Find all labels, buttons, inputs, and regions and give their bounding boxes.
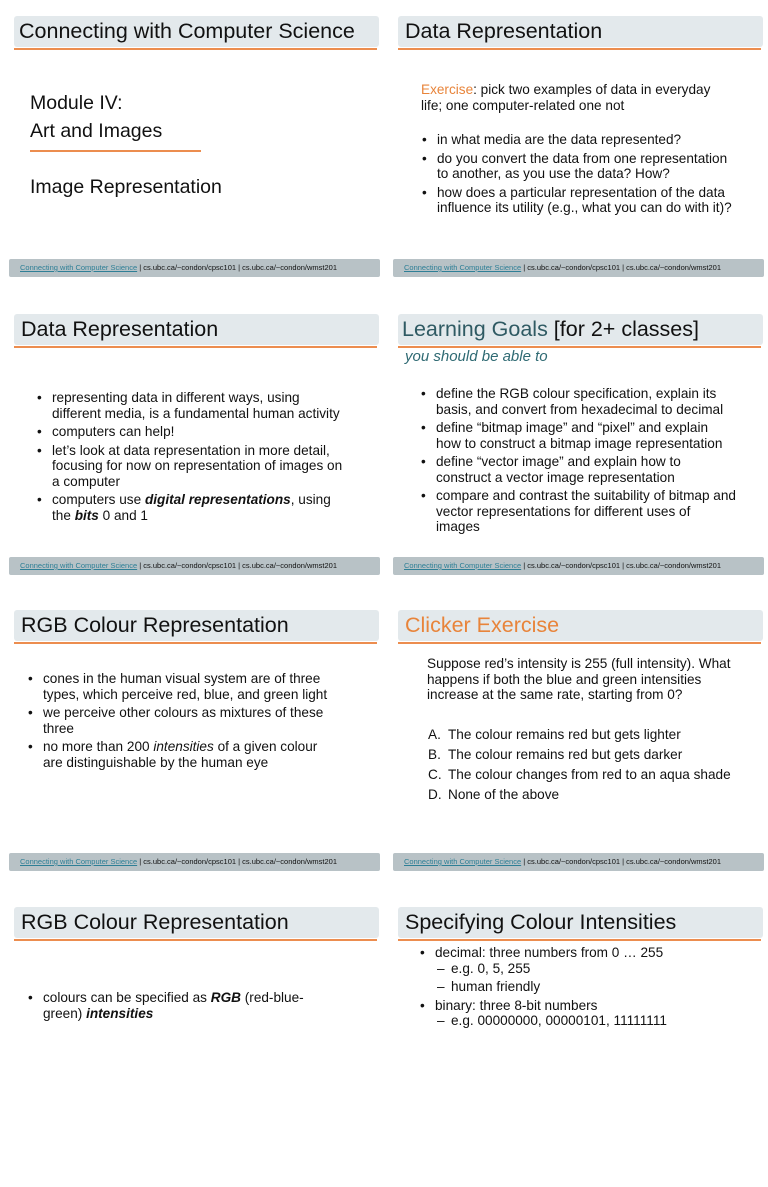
exercise-text [421, 82, 731, 113]
emphasis: RGB [210, 990, 241, 1005]
title-underline [14, 48, 377, 50]
title-underline [398, 642, 761, 644]
text-run: , using the [52, 492, 331, 523]
list-item [37, 492, 347, 523]
title-underline [398, 939, 761, 941]
course-link[interactable]: Connecting with Computer Science [404, 561, 522, 570]
choice-letter: C. [428, 767, 442, 783]
title-underline [398, 48, 761, 50]
text-run: colours can be specified as [43, 990, 211, 1005]
goals-subtitle: you should be able to [405, 348, 548, 365]
list-item: • we perceive other colours as mixtures of these three [28, 705, 333, 736]
slide-title: RGB Colour Representation [21, 613, 289, 637]
choice-letter: D. [428, 787, 442, 803]
choice-text: The colour changes from red to an aqua shade [448, 767, 731, 783]
footer-urls: | cs.ubc.ca/~condon/cpsc101 | cs.ubc.ca/~condon/wmst201 [137, 561, 338, 570]
slide-footer [9, 557, 380, 575]
list-item [420, 945, 740, 995]
slide-2 [384, 0, 768, 296]
choice-text: The colour remains red but gets lighter [448, 727, 681, 742]
choice-letter: A. [428, 727, 441, 742]
choice-b [428, 747, 748, 763]
list-item: • do you convert the data from one representation to another, as you use the data? How? [422, 151, 740, 182]
title-underline [14, 939, 377, 941]
slide-footer [393, 259, 764, 277]
bullet-list [28, 671, 333, 773]
text-run: (red-blue-green) [43, 990, 304, 1021]
title-main: Learning Goals [402, 317, 548, 341]
bullet-list [422, 132, 740, 219]
bullet-list [28, 990, 318, 1024]
choice-text: None of the above [448, 787, 560, 803]
footer-urls: | cs.ubc.ca/~condon/cpsc101 | cs.ubc.ca/~condon/wmst201 [137, 263, 338, 272]
bullet-text: decimal: three numbers from 0 … 255 [435, 945, 664, 960]
list-item: • let’s look at data representation in more detail, focusing for now on representation of images on a computer [37, 443, 347, 490]
list-item: • cones in the human visual system are of three types, which perceive red, blue, and green light [28, 671, 333, 702]
list-item: • in what media are the data represented? [422, 132, 740, 148]
exercise-prompt: : pick two examples of data in everyday life; one computer-related one not [421, 82, 711, 113]
course-link[interactable]: Connecting with Computer Science [20, 561, 138, 570]
module-label: Module IV: [30, 92, 123, 114]
bullet-text: binary: three 8-bit numbers [435, 997, 598, 1013]
sub-item: – human friendly [437, 979, 740, 995]
slide-title: Data Representation [21, 317, 219, 341]
sub-item: – e.g. 00000000, 00000101, 11111111 [437, 1013, 740, 1029]
choice-c [428, 767, 748, 783]
slide-3 [0, 298, 384, 594]
choice-letter: B. [428, 747, 441, 763]
slide-title: Data Representation [405, 19, 603, 43]
text-run: 0 and 1 [98, 507, 148, 523]
exercise-label: Exercise [421, 82, 474, 97]
topic-label: Image Representation [30, 176, 222, 198]
list-item: • define “vector image” and explain how to construct a vector image representation [421, 454, 736, 485]
course-link[interactable]: Connecting with Computer Science [20, 263, 138, 272]
slide-7 [0, 891, 384, 1187]
bullet-list [421, 386, 736, 538]
slide-6 [384, 594, 768, 890]
course-link[interactable]: Connecting with Computer Science [404, 857, 522, 866]
slide-title: RGB Colour Representation [21, 910, 289, 934]
footer-urls: | cs.ubc.ca/~condon/cpsc101 | cs.ubc.ca/~condon/wmst201 [521, 857, 722, 866]
list-item: • define “bitmap image” and “pixel” and explain how to construct a bitmap image representation [421, 420, 736, 451]
footer-urls: | cs.ubc.ca/~condon/cpsc101 | cs.ubc.ca/~condon/wmst201 [521, 263, 722, 272]
clicker-question: Suppose red’s intensity is 255 (full intensity). What happens if both the blue and green intensities increase at the same rate, starting from 0? [427, 656, 731, 702]
list-item: • representing data in different ways, using different media, is a fundamental human activity [37, 390, 347, 421]
slide-footer [393, 853, 764, 871]
list-item: • computers can help! [37, 424, 347, 440]
list-item [28, 990, 318, 1021]
text-run: of a given colour are distinguishable by the human eye [43, 739, 318, 770]
emphasis: digital representations [144, 492, 291, 507]
choice-list [428, 727, 748, 807]
sub-list [437, 1013, 740, 1029]
choice-d [428, 787, 748, 803]
course-link[interactable]: Connecting with Computer Science [404, 263, 522, 272]
text-run: no more than 200 [43, 739, 154, 754]
list-item [28, 739, 333, 770]
course-link[interactable]: Connecting with Computer Science [20, 857, 138, 866]
footer-urls: | cs.ubc.ca/~condon/cpsc101 | cs.ubc.ca/~condon/wmst201 [137, 857, 338, 866]
bullet-list [420, 945, 740, 1032]
slide-footer [9, 853, 380, 871]
emphasis: intensities [153, 739, 214, 754]
bullet-list [37, 390, 347, 526]
emphasis: intensities [86, 1005, 154, 1021]
slide-5 [0, 594, 384, 890]
slide-title [402, 317, 699, 342]
choice-a [428, 727, 748, 743]
title-underline [14, 642, 377, 644]
title-bracket: [for 2+ classes] [547, 317, 699, 341]
emphasis: bits [74, 507, 99, 523]
sub-item: – e.g. 0, 5, 255 [437, 961, 740, 977]
list-item: • compare and contrast the suitability of bitmap and vector representations for different uses of images [421, 488, 736, 535]
slide-4 [384, 298, 768, 594]
slide-footer [393, 557, 764, 575]
title-underline [14, 346, 377, 348]
sub-list [437, 961, 740, 995]
slide-8 [384, 891, 768, 1187]
choice-text: The colour remains red but gets darker [448, 747, 683, 763]
list-item: • define the RGB colour specification, explain its basis, and convert from hexadecimal to decimal [421, 386, 736, 417]
list-item: • how does a particular representation of the data influence its utility (e.g., what you can do with it)? [422, 185, 740, 216]
subtitle-divider [30, 150, 201, 152]
slide-1 [0, 0, 384, 296]
module-subtitle: Art and Images [30, 120, 163, 142]
footer-urls: | cs.ubc.ca/~condon/cpsc101 | cs.ubc.ca/~condon/wmst201 [521, 561, 722, 570]
slide-footer [9, 259, 380, 277]
slide-title: Specifying Colour Intensities [405, 910, 677, 934]
slide-title: Connecting with Computer Science [19, 19, 355, 43]
text-run: computers use [52, 492, 145, 507]
slide-title: Clicker Exercise [405, 613, 560, 637]
